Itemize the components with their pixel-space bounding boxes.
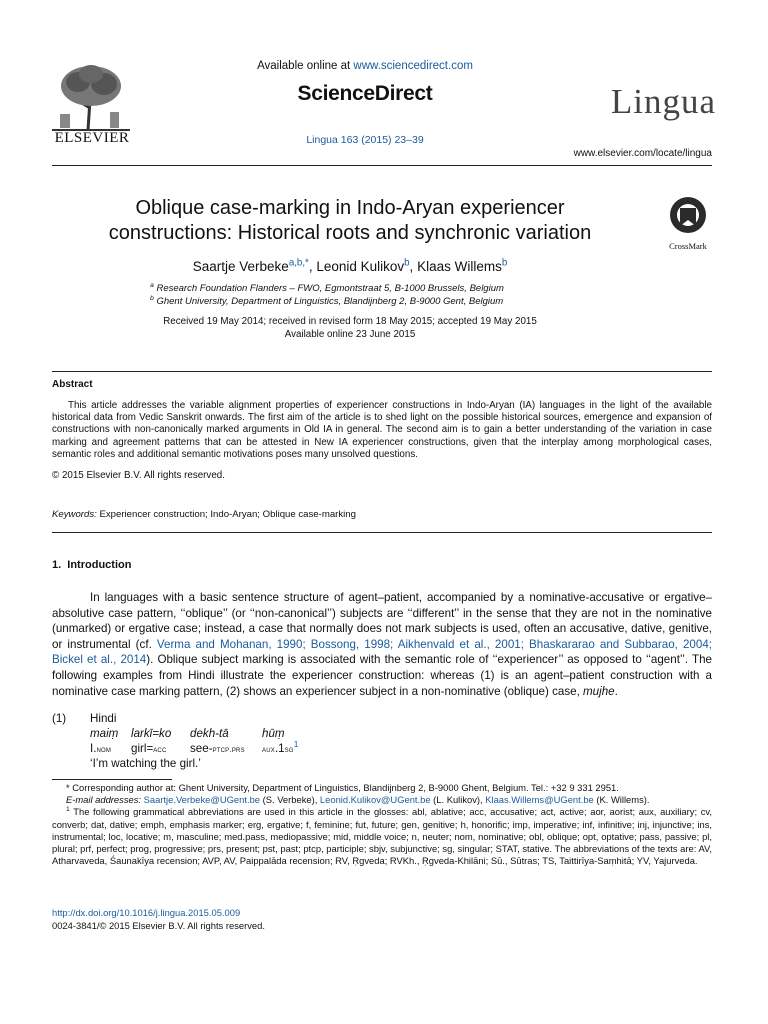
affiliation-b-sup: b — [150, 294, 154, 302]
journal-homepage[interactable]: www.elsevier.com/locate/lingua — [573, 148, 712, 159]
journal-reference[interactable]: Lingua 163 (2015) 23–39 — [306, 134, 424, 146]
available-prefix: Available online at — [257, 60, 351, 72]
footnote-1-sup: 1 — [66, 806, 70, 814]
footnote-corresponding — [52, 782, 712, 794]
affiliation-a — [150, 282, 610, 295]
footnotes — [52, 782, 712, 867]
available-online — [230, 60, 500, 72]
footnote-1 — [52, 806, 712, 867]
abstract-copyright: © 2015 Elsevier B.V. All rights reserved. — [52, 470, 225, 481]
crossmark-icon — [664, 196, 712, 236]
article-dates — [52, 315, 648, 341]
example-word-3: dekh-tā — [190, 727, 229, 740]
example-number: (1) — [52, 712, 67, 725]
issn-line: 0024-3841/© 2015 Elsevier B.V. All rights reserved. — [52, 920, 265, 931]
article-title — [52, 196, 648, 246]
affiliation-b — [150, 295, 610, 308]
email-verbeke-link[interactable]: Saartje.Verbeke@UGent.be — [143, 794, 260, 806]
affiliations — [150, 282, 610, 308]
email-owner: (K. Willems). — [593, 794, 650, 806]
author-willems: Klaas Willems — [417, 259, 502, 274]
doi-link[interactable]: http://dx.doi.org/10.1016/j.lingua.2015.05.009 — [52, 907, 241, 918]
intro-end: . — [614, 684, 618, 698]
elsevier-tree-logo — [52, 62, 130, 132]
email-willems-link[interactable]: Klaas.Willems@UGent.be — [485, 794, 594, 806]
intro-text-b: ). Oblique subject marking is associated with the semantic role of ‘‘experiencer’’ as opposed to ‘‘agent’’. The following examples from Hindi illustrate the experiencer construction: whereas (1) is an agent–patient construction with a nominative case marking pattern, (2) shows an experiencer subject in a non-nominative (oblique) case, — [52, 653, 712, 698]
example-language: Hindi — [90, 712, 117, 725]
affiliation-b-text: Ghent University, Department of Linguistics, Blandijnberg 2, B-9000 Gent, Belgium — [156, 296, 504, 307]
author-sep: , — [409, 259, 418, 274]
footnote-emails — [52, 794, 712, 806]
publisher-name: ELSEVIER — [54, 130, 130, 146]
email-owner: (S. Verbeke), — [260, 794, 320, 806]
title-line-1: Oblique case-marking in Indo-Aryan experiencer — [135, 197, 565, 219]
crossmark-badge[interactable] — [664, 196, 712, 251]
example-word-4: hūṃ — [262, 727, 285, 740]
example-gloss-2 — [131, 742, 167, 755]
affiliation-a-sup: a — [150, 281, 154, 289]
email-kulikov-link[interactable]: Leonid.Kulikov@UGent.be — [319, 794, 431, 806]
abstract-text — [52, 400, 712, 461]
keywords-label: Keywords: — [52, 509, 97, 520]
gloss-text: girl= — [131, 742, 154, 755]
abstract-heading: Abstract — [52, 379, 93, 390]
intro-text-a: In languages with a basic sentence structure of agent–patient, accompanied by a nominative-accusative or ergative–absolutive case pattern, ‘‘oblique’’ (or ‘‘non-canonical’’) subjects are ‘‘different’’ in the sense that they are not in the nominative (unmarked) or ergative case; instead, a case that normally does not mark subjects is used, often an accusative, dative, genitive, or instrumental (cf. — [52, 591, 712, 651]
author-willems-sup[interactable]: b — [501, 257, 508, 269]
intro-citations[interactable]: Verma and Mohanan, 1990; Bossong, 1998; Aikhenvald et al., 2001; Bhaskararao and Subbarao, 2004; Bickel et al., 2014 — [52, 637, 712, 667]
author-kulikov: Leonid Kulikov — [316, 259, 405, 274]
gloss-text: .1 — [274, 742, 285, 755]
gloss-abbrev: sg — [284, 745, 294, 754]
email-owner: (L. Kulikov), — [430, 794, 486, 806]
example-translation: ‘I’m watching the girl.’ — [90, 757, 201, 770]
example-word-2: larkī=ko — [131, 727, 172, 740]
example-word-1: maiṃ — [90, 727, 119, 740]
received-dates: Received 19 May 2014; received in revised form 18 May 2015; accepted 19 May 2015 — [163, 316, 537, 327]
gloss-text: I. — [90, 742, 97, 755]
gloss-text: see- — [190, 742, 213, 755]
author-verbeke-sup[interactable]: a,b,* — [288, 257, 309, 269]
section-heading-introduction: 1. Introduction — [52, 559, 132, 571]
title-line-2: constructions: Historical roots and synchronic variation — [108, 222, 592, 244]
intro-mujhe: mujhe — [583, 684, 615, 698]
gloss-abbrev: acc — [153, 745, 167, 754]
footnote-1-text: The following grammatical abbreviations are used in this article in the glosses: abl, ablative; acc, accusative; act, active; aor, aorist; aux, auxiliary; cv, converb; dat, dative; emph, emphasis marker; erg, ergative; f, feminine; fut, future; gen, genitive; h, honorific; imp, imperative; inf, infinitive; inj, injunctive; ins, instrumental; loc, locative; m, masculine; med.pass, mediopassive; mid, middle voice; n, neuter; nom, nominative; obl, oblique; opt, optative; pass, passive; pl, plural; prf, perfect; prog, progressive; prs, present; pst, past; ptcp, participle; sbjv, subjunctive; sg, singular; STAT, stative. The abbreviations of the texts are: AV, Atharvaveda, Śaunakīya recension; AVP, AV, Paippalāda recension; RV, Ṛgveda; RVKh., Ṛgveda-Khilāni; Sū., Sūtras; TS, Taittirīya-Saṃhitā; YV, Yajurveda. — [52, 806, 712, 867]
keywords-text: Experiencer construction; Indo-Aryan; Oblique case-marking — [99, 509, 356, 520]
gloss-abbrev: nom — [96, 745, 112, 754]
email-label: E-mail addresses: — [66, 794, 142, 806]
header-rule — [52, 165, 712, 166]
affiliation-a-text: Research Foundation Flanders – FWO, Egmontstraat 5, B-1000 Brussels, Belgium — [156, 283, 504, 294]
gloss-abbrev: aux — [262, 745, 275, 754]
author-sep: , — [308, 259, 317, 274]
sciencedirect-wordmark: ScienceDirect — [297, 82, 433, 105]
footnote-rule — [52, 779, 172, 780]
example-gloss-4 — [262, 739, 299, 755]
abstract-top-rule — [52, 371, 712, 372]
keywords — [52, 509, 356, 520]
author-line — [52, 259, 648, 274]
footnote-ref-1[interactable]: 1 — [293, 739, 299, 750]
author-verbeke: Saartje Verbeke — [192, 259, 289, 274]
example-gloss-3 — [190, 742, 245, 755]
abstract-bottom-rule — [52, 532, 712, 533]
sciencedirect-link[interactable]: www.sciencedirect.com — [353, 60, 473, 72]
gloss-abbrev: ptcp.prs — [212, 745, 245, 754]
abstract-body: This article addresses the variable alignment properties of experiencer constructions in Indo-Aryan (IA) languages in the light of the available historical data from Vedic Sanskrit onwards. The first aim of the article is to shed light on the possible historical sources, emergence and expansion of constructions with non-canonically marked arguments in Old IA in general. The second aim is to gain a better understanding of the variation in case marking and agreement patterns that can be attested in New IA experiencer constructions, given that the interplay among morphological cases, semantic roles and additional semantic motivations poses many unsolved questions. — [52, 400, 712, 460]
journal-logo: Lingua — [610, 82, 716, 121]
crossmark-label: CrossMark — [669, 241, 707, 251]
author-kulikov-sup[interactable]: b — [404, 257, 410, 269]
footnote-star: * — [66, 782, 70, 793]
intro-paragraph — [52, 590, 712, 699]
available-online-date: Available online 23 June 2015 — [284, 329, 416, 340]
example-gloss-1 — [90, 742, 111, 755]
footnote-corresponding-text: Corresponding author at: Ghent University, Department of Linguistics, Blandijnberg 2, B-9000 Ghent, Belgium. Tel.: +32 9 331 2951. — [72, 782, 619, 793]
